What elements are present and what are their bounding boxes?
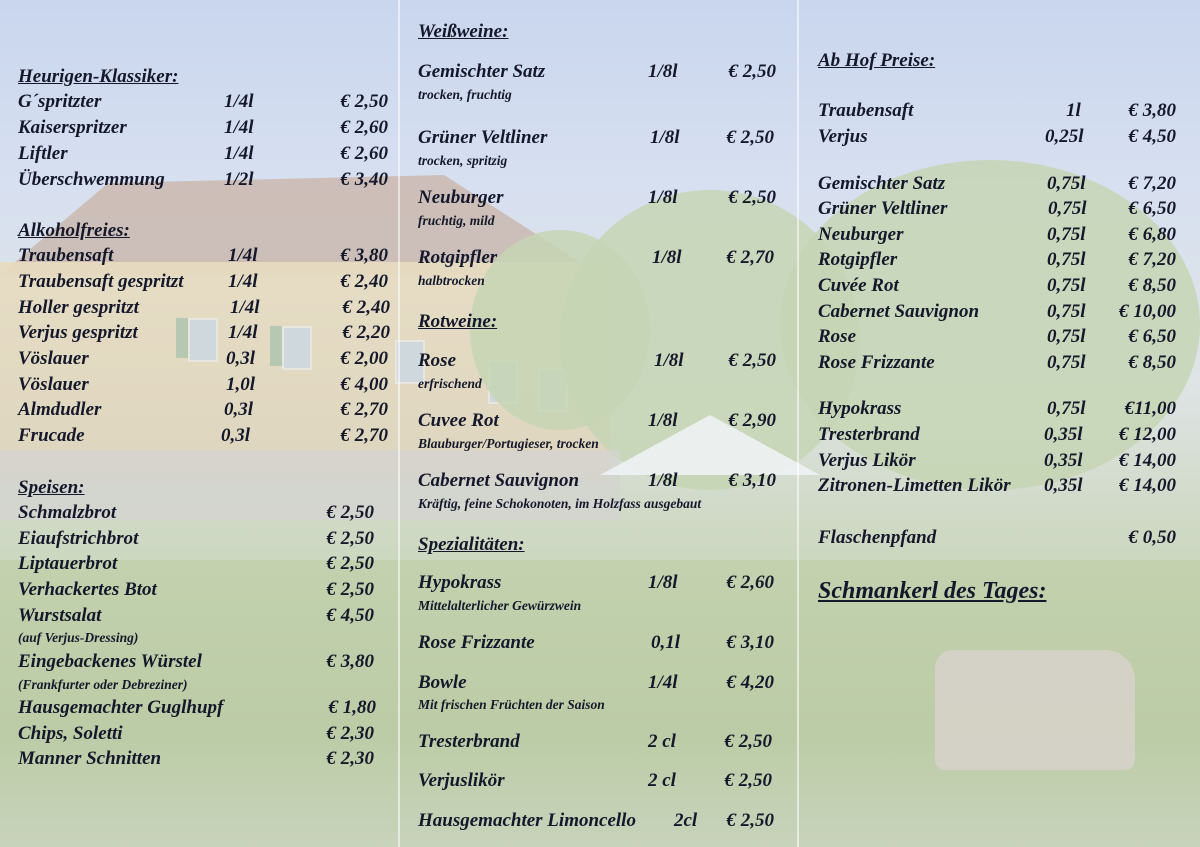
section-heading-alkoholfrei: Alkoholfreies: <box>18 220 130 241</box>
wine-description: trocken, fruchtig <box>418 87 512 102</box>
wine-description: Kräftig, feine Schokonoten, im Holzfass ausgebaut <box>418 496 702 511</box>
section-heading-ab-hof: Ab Hof Preise: <box>818 50 936 71</box>
wine-description: fruchtig, mild <box>418 213 495 228</box>
schmankerl-heading: Schmankerl des Tages: <box>818 578 1047 604</box>
wine-description: trocken, spritzig <box>418 153 508 168</box>
section-heading-klassiker: Heurigen-Klassiker: <box>18 66 179 87</box>
wine-description: halbtrocken <box>418 273 485 288</box>
section-heading-weissweine: Weißweine: <box>418 21 509 42</box>
wine-description: erfrischend <box>418 376 482 391</box>
section-heading-spezialitaeten: Spezialitäten: <box>418 534 525 555</box>
wine-description: Mit frischen Früchten der Saison <box>418 697 605 712</box>
right-panel: Ab Hof Preise: Traubensaft 1l € 3,80 Verjus 0,25l € 4,50 Gemischter Satz 0,75l € 7,20 Grüner Veltliner 0,75l € 6,50 Neuburger 0,75l € 6,80 Rotgipfler 0,75l € 7,20 Cuvée Rot 0,75l € 8,50 Cabernet Sauvignon 0,75l € 10,00 Rose 0,75l € 6,50 Rose Frizzante 0,75l € 8,50 Hypokrass 0,75l €11,00 Tresterbrand 0,35l € 12,00 Verjus Likör 0,35l € 14,00 Zitronen-Limetten Likör 0,35l € 14,00 Flaschenpfand € 0,50 Schmankerl des Tages: <box>818 50 1176 604</box>
menu-item-note: (Frankfurter oder Debreziner) <box>18 677 188 692</box>
section-heading-rotweine: Rotweine: <box>418 311 498 332</box>
wine-description: Blauburger/Portugieser, trocken <box>418 436 599 451</box>
menu-item-note: (auf Verjus-Dressing) <box>18 630 139 645</box>
section-heading-speisen: Speisen: <box>18 477 85 498</box>
left-panel: Heurigen-Klassiker: G´spritzter 1/4l € 2,50 Kaiserspritzer 1/4l € 2,60 Liftler 1/4l € 2,60 Überschwemmung 1/2l € 3,40 Alkoholfreies: Traubensaft 1/4l € 3,80 Traubensaft gespritzt 1/4l € 2,40 Holler gespritzt 1/4l € 2,40 Verjus gespritzt 1/4l € 2,20 Vöslauer 0,3l € 2,00 Vöslauer 1,0l € 4,00 Almdudler 0,3l € 2,70 Frucade 0,3l € 2,70 Speisen: Schmalzbrot € 2,50 Eiaufstrichbrot € 2,50 Liptauerbrot € 2,50 Verhackertes Btot € 2,50 Wurstsalat € 4,50 (auf Verjus-Dressing) Eingebackenes Würstel € 3,80 (Frankfurter oder Debreziner) Hausgemachter Guglhupf € 1,80 Chips, Soletti € 2,30 Manner Schnitten € 2,30 <box>18 66 390 769</box>
middle-panel: Weißweine: Gemischter Satz 1/8l € 2,50 trocken, fruchtig Grüner Veltliner 1/8l € 2,50 trocken, spritzig Neuburger 1/8l € 2,50 fruchtig, mild Rotgipfler 1/8l € 2,70 halbtrocken Rotweine: Rose 1/8l € 2,50 erfrischend Cuvee Rot 1/8l € 2,90 Blauburger/Portugieser, trocken Cabernet Sauvignon 1/8l € 3,10 Kräftig, feine Schokonoten, im Holzfass ausgebaut Spezialitäten: Hypokrass 1/8l € 2,60 Mittelalterlicher Gewürzwein Rose Frizzante 0,1l € 3,10 Bowle 1/4l € 4,20 Mit frischen Früchten der Saison Tresterbrand 2 cl € 2,50 Verjuslikör 2 cl € 2,50 Hausgemachter Limoncello 2cl € 2,50 <box>418 21 776 831</box>
wine-description: Mittelalterlicher Gewürzwein <box>418 598 582 613</box>
